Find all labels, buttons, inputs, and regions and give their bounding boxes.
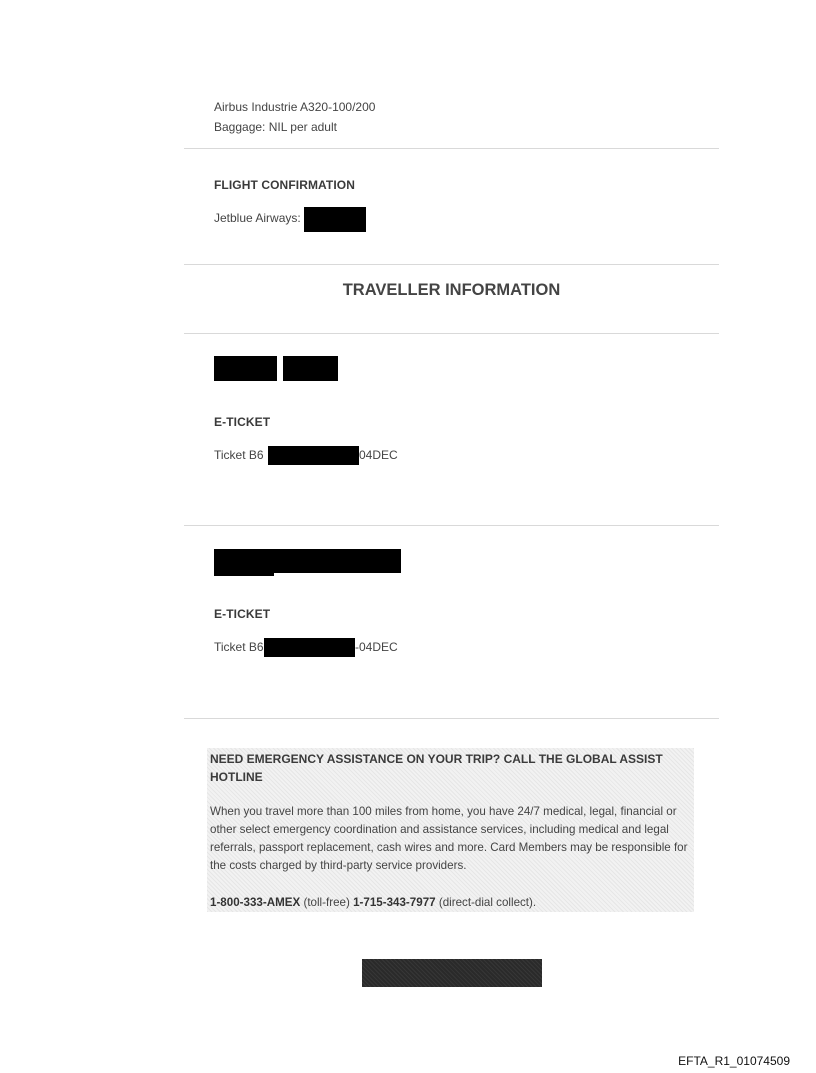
direct-label: (direct-dial collect). [438,896,537,909]
aircraft-model: Airbus Industrie A320-100/200 [214,100,376,114]
airline-label: Jetblue Airways: [214,211,301,225]
redaction-ticket-number [264,638,355,657]
flight-confirmation-heading: FLIGHT CONFIRMATION [214,178,355,192]
traveller-information-title: TRAVELLER INFORMATION [342,281,561,299]
divider [184,525,719,526]
redaction-confirmation-number [304,207,366,232]
eticket-heading: E-TICKET [214,607,271,621]
tollfree-label: (toll-free) [303,896,350,909]
ticket-suffix: 04DEC [359,448,398,462]
eticket-heading: E-TICKET [214,415,271,429]
baggage-allowance: Baggage: NIL per adult [214,120,337,134]
redaction-traveller-1-first-name [214,356,277,381]
assistance-body: When you travel more than 100 miles from home, you have 24/7 medical, legal, financial or other select emergency coordination and assistance services, including medical and legal referrals, passport replacement, cash wires and more. Card Members may be responsible for the costs charged by third-party service providers. [210,805,688,872]
ticket-suffix: -04DEC [355,640,398,654]
divider [184,148,719,149]
phone-tollfree[interactable]: 1-800-333-AMEX [210,896,301,909]
assistance-heading: NEED EMERGENCY ASSISTANCE ON YOUR TRIP? CALL THE GLOBAL ASSIST HOTLINE [210,752,663,784]
redaction-block [362,959,542,987]
assistance-hotlines [210,896,536,909]
redaction-traveller-1-last-name [283,356,338,381]
redaction-ticket-number [268,446,359,465]
divider [184,718,719,719]
emergency-assistance-box [207,748,694,912]
ticket-prefix: Ticket B6 [214,640,264,654]
ticket-prefix: Ticket B6 [214,448,264,462]
divider [184,333,719,334]
document-id: EFTA_R1_01074509 [678,1054,790,1068]
phone-direct[interactable]: 1-715-343-7977 [353,896,436,909]
divider [184,264,719,265]
redaction-traveller-2-name-extra [214,570,274,576]
